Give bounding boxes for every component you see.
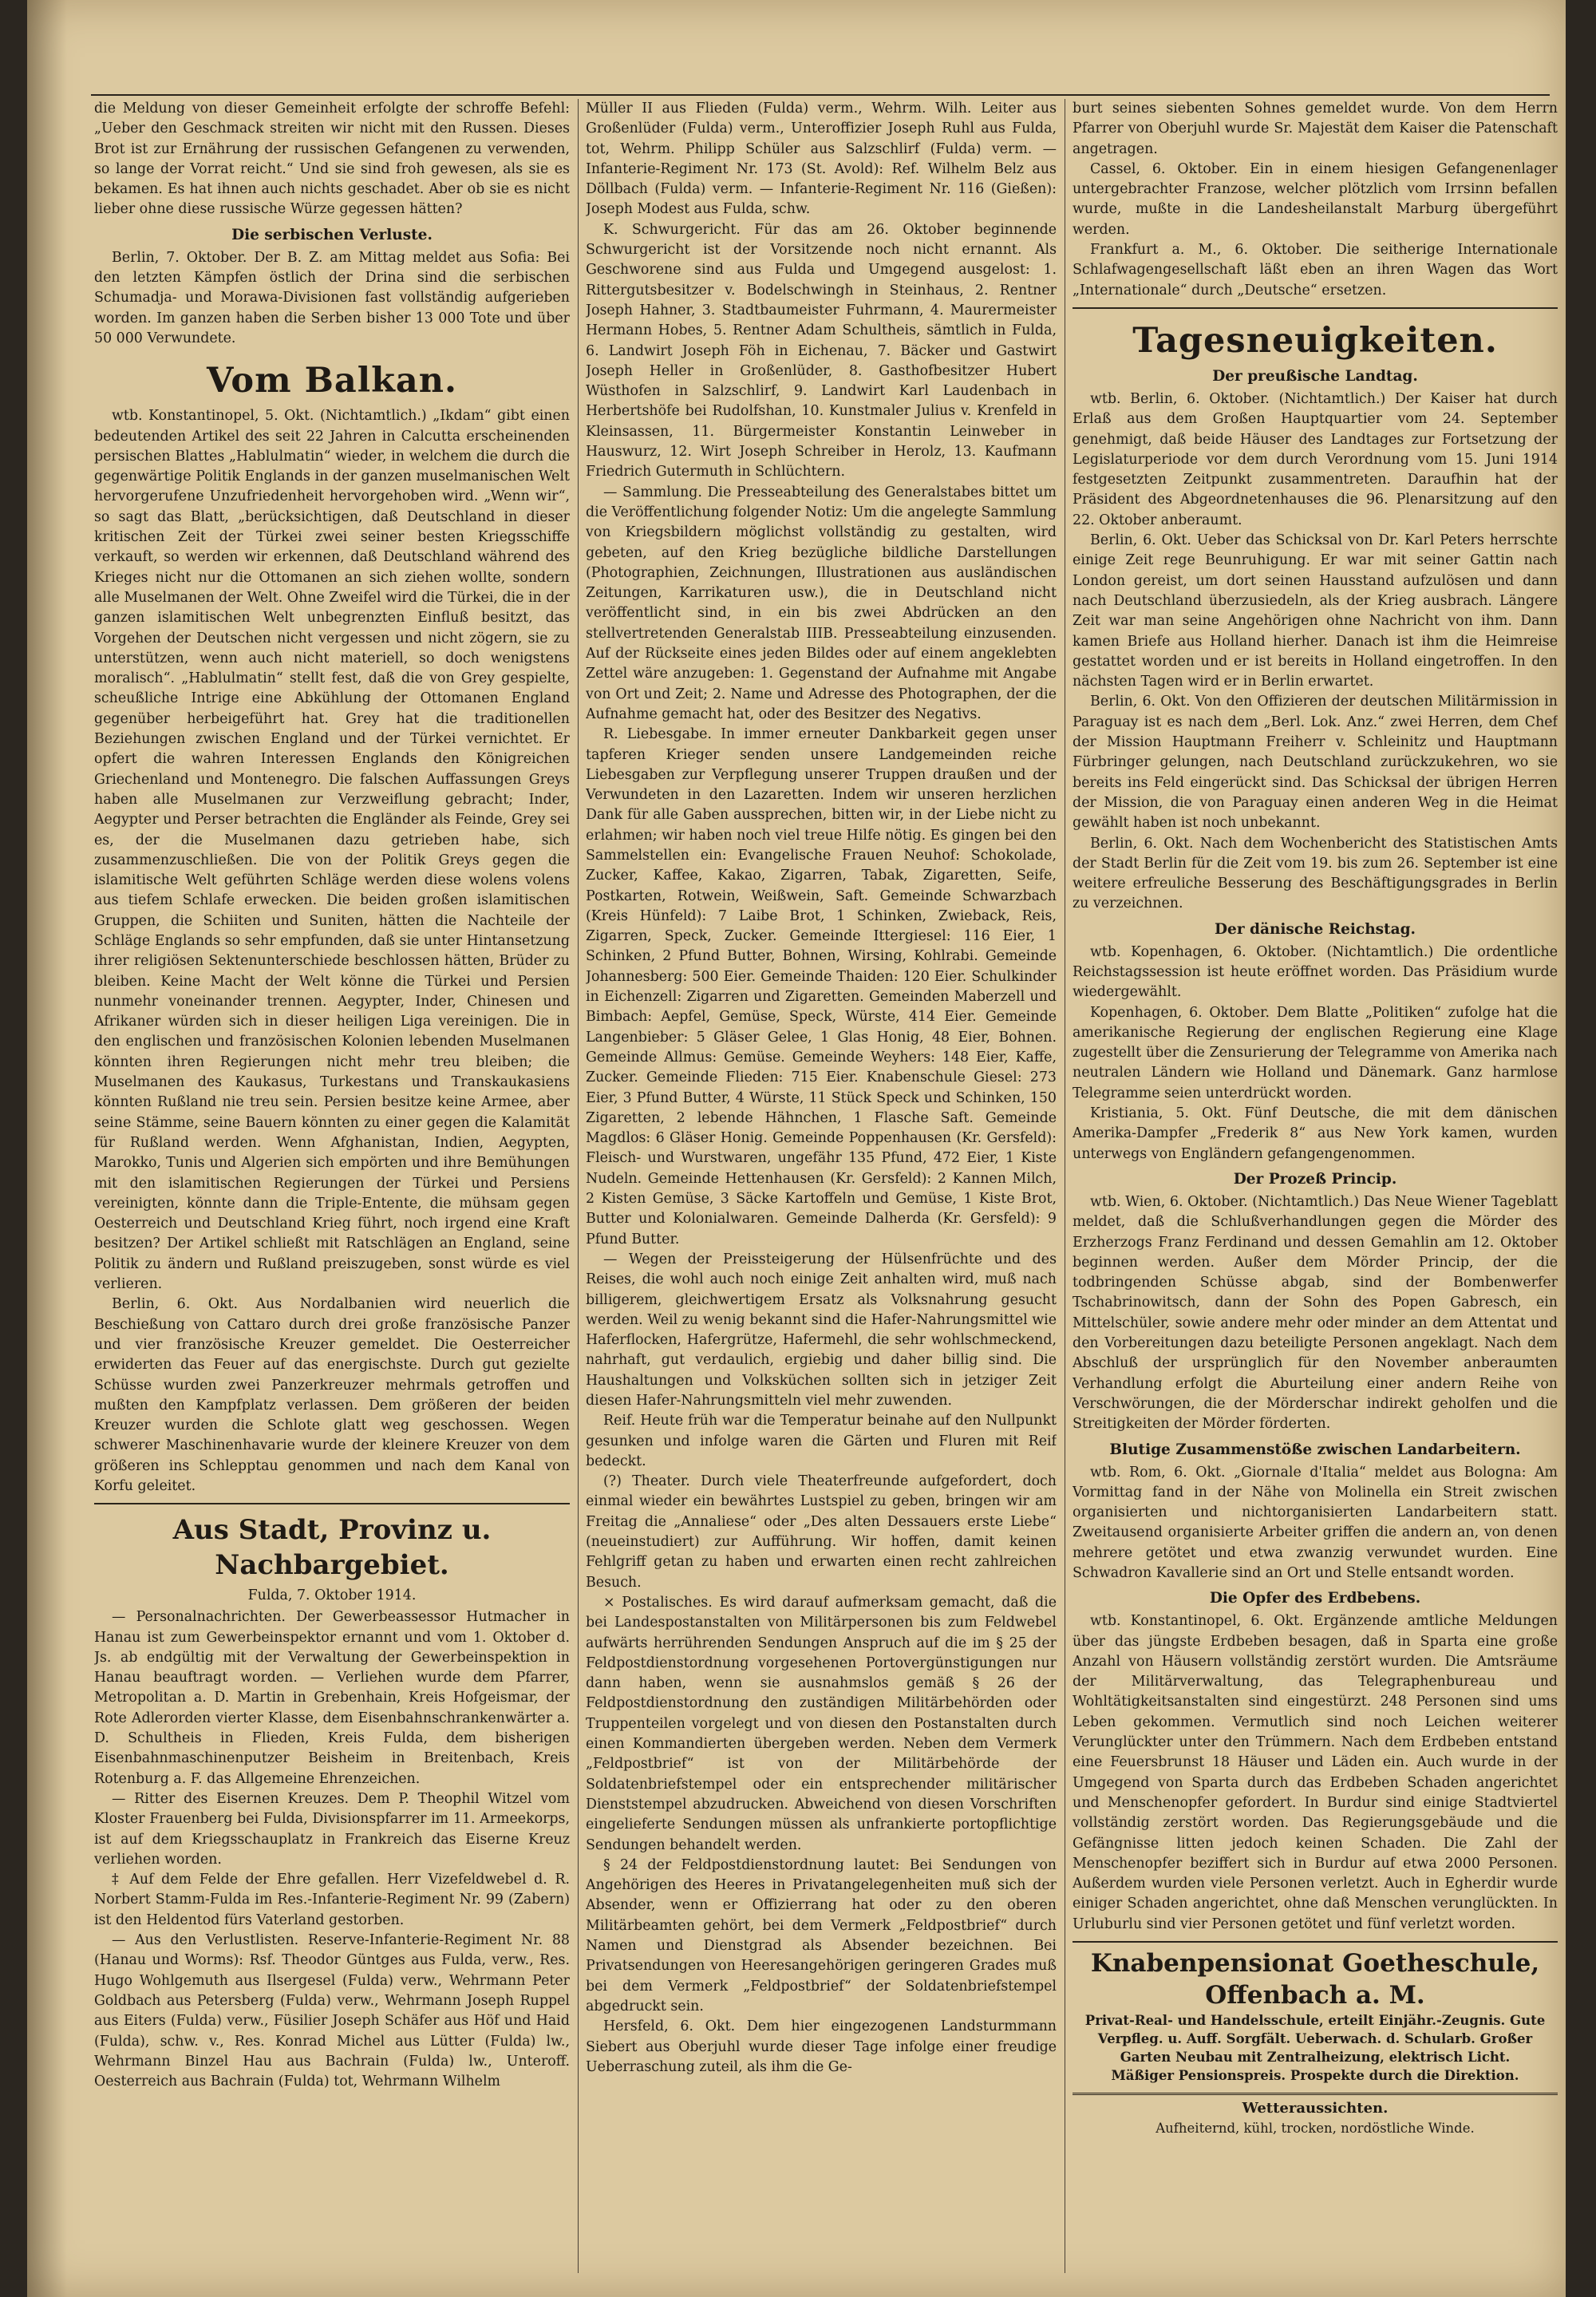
article-text: wtb. Wien, 6. Oktober. (Nichtamtlich.) Das Neue Wiener Tageblatt meldet, daß die Schlußverhandlungen gegen die Mörder des Erzherzogs Franz Ferdinand und dessen Gemahlin am 12. Oktober beginnen werden. Außer dem Mörder Princip, der die todbringenden Schüsse abgab, sind der Bombenwerfer Tschabrinowitsch, dann der Sohn des Popen Gabresch, ein Mittelschüler, sowie andere mehr oder minder an dem Attentat und den Vorbereitungen dazu beteiligte Personen angeklagt. Nach dem Abschluß der ursprünglich für den November anberaumten Verhandlung erfolgt die Aburteilung einer andern Reihe von Verschwörungen, die der Mörderschar indirekt geholfen und die Streitigkeiten der Mörder förderten.: [1073, 1193, 1558, 1433]
article-text: — Personalnachrichten. Der Gewerbeassessor Hutmacher in Hanau ist zum Gewerbeinspektor ernannt und vom 1. Oktober d. Js. ab endgültig mit der Verwaltung der Gewerbeinspektion in Hanau beauftragt worden. — Verliehen wurde dem Pfarrer, Metropolitan a. D. Martin in Grebenhain, Kreis Hofgeismar, der Rote Adlerorden vierter Klasse, dem Eisenbahnschrankenwärter a. D. Schultheis in Flieden, Kreis Fulda, dem bisherigen Eisenbahnmaschinenputzer Beisheim in Breitenbach, Kreis Rotenburg a. F. das Allgemeine Ehrenzeichen.: [94, 1609, 570, 1787]
ad-text: Privat-Real- und Handelsschule, erteilt Einjähr.-Zeugnis. Gute Verpfleg. u. Auff. Sorgfält. Ueberwach. d. Schularb. Großer Garten Neubau mit Zentralheizung, elektrisch Licht.: [1084, 2013, 1546, 2066]
article-text: ‡ Auf dem Felde der Ehre gefallen. Herr Vizefeldwebel d. R. Norbert Stamm-Fulda im Res.-Infanterie-Regiment Nr. 99 (Zabern) ist den Heldentod fürs Vaterland gestorben.: [94, 1872, 570, 1928]
article-text: wtb. Konstantinopel, 6. Okt. Ergänzende amtliche Meldungen über das jüngste Erdbeben besagen, daß in Sparta eine große Anzahl von Häusern vollständig zerstört wurden. Die Amtsräume der Militärverwaltung, das Telegraphenbureau und Wohltätigkeitsanstalten sind eingestürzt. 248 Personen sind ums Leben gekommen. Vermutlich sind noch Leichen weiterer Verunglückter unter den Trümmern. Nach dem Erdbeben entstand eine Feuersbrunst 18 Häuser und Läden ein. Auch wurde in der Umgegend von Sparta durch das Erdbeben Schaden angerichtet und Menschenopfer gefordert. In Burdur sind einige Stadtviertel vollständig zerstört worden. Das Regierungsgebäude und die Gefängnisse litten jedoch keinen Schaden. Die Zahl der Menschenopfer beziffert sich in Burdur auf etwa 2000 Personen. Außerdem wurden viele Personen verletzt. Auch in Egherdir wurde einiger Schaden angerichtet, ohne daß Menschen verunglückten. In Urluburlu sind vier Personen getötet und fünf verletzt worden.: [1073, 1613, 1558, 1932]
section-heading: Vom Balkan.: [207, 361, 457, 401]
subheading: Blutige Zusammenstöße zwischen Landarbeitern.: [1109, 1441, 1521, 1458]
weather-title: Wetteraussichten.: [1242, 2100, 1389, 2117]
article-text: — Aus den Verlustlisten. Reserve-Infanterie-Regiment Nr. 88 (Hanau und Worms): Rsf. Theodor Güntges aus Fulda, verw., Res. Hugo Wohlgemuth aus Ilsergesel (Fulda) verw., Wehrmann Peter Goldbach aus Petersberg (Fulda) verw., Wehrmann Joseph Ruppel aus Eiters (Fulda) verw., Füsilier Joseph Schäfer aus Höf und Haid (Fulda), schw. v., Res. Konrad Michel aus Lütter (Fulda) lw., Wehrmann Binzel Hau aus Bachrain (Fulda) lw., Unteroff. Oesterreich aus Bachrain (Fulda) tot, Wehrmann Wilhelm: [94, 1932, 570, 2090]
dateline: Fulda, 7. Oktober 1914.: [247, 1587, 417, 1604]
page-fold-shadow: [27, 0, 67, 2297]
article-text: R. Liebesgabe. In immer erneuter Dankbarkeit gegen unser tapferen Krieger senden unsere Landgemeinden reiche Liebesgaben zur Verpflegung unserer Truppen draußen und der Verwundeten in den Lazaretten. Indem wir unseren herzlichen Dank für alle Gaben aussprechen, bitten wir, in der Liebe nicht zu erlahmen; wir haben noch viel treue Hilfe nötig. Es gingen bei den Sammelstellen ein: Evangelische Frauen Neuhof: Schokolade, Zucker, Kaffee, Kakao, Zigarren, Tabak, Zigaretten, Seife, Postkarten, Rotwein, Weißwein, Saft. Gemeinde Schwarzbach (Kreis Hünfeld): 7 Laibe Brot, 1 Schinken, Zwieback, Reis, Zigarren, Speck, Zucker. Gemeinde Ittergiesel: 116 Eier, 1 Schinken, 2 Pfund Butter, Bohnen, Wirsing, Kohlrabi. Gemeinde Johannesberg: 500 Eier. Gemeinde Thaiden: 120 Eier. Schulkinder in Eichenzell: Zigarren und Zigaretten. Gemeinden Maberzell und Bimbach: Aepfel, Gemüse, Speck, Würste, 414 Eier. Gemeinde Langenbieber: 5 Gläser Gelee, 1 Glas Honig, 48 Eier, Bohnen. Gemeinde Allmus: Gemüse. Gemeinde Weyhers: 148 Eier, Kaffe, Zucker. Gemeinde Flieden: 715 Eier. Knabenschule Giesel: 273 Eier, 3 Pfund Butter, 4 Würste, 11 Stück Speck und Schinken, 150 Zigaretten, 2 lebende Hähnchen, 1 Flasche Saft. Gemeinde Magdlos: 6 Gläser Honig. Gemeinde Poppenhausen (Kr. Gersfeld): Fleisch- und Wurstwaren, ungefähr 135 Pfund, 472 Eier, 1 Kiste Nudeln. Gemeinde Hettenhausen (Kr. Gersfeld): 2 Kannen Milch, 2 Kisten Gemüse, 3 Säcke Kartoffeln und Gemüse, 1 Kiste Brot, Butter und Kolonialwaren. Gemeinde Dalherda (Kr. Gersfeld): 9 Pfund Butter.: [586, 726, 1057, 1247]
article-text: Müller II aus Flieden (Fulda) verm., Wehrm. Wilh. Leiter aus Großenlüder (Fulda) verm., Unteroffizier Joseph Ruhl aus Fulda, tot, Wehrm. Philipp Schüler aus Salzschlirf (Fulda) verm. — Infanterie-Regiment Nr. 173 (St. Avold): Ref. Wilhelm Belz aus Döllbach (Fulda) verm. — Infanterie-Regiment Nr. 116 (Gießen): Joseph Modest aus Fulda, schw.: [586, 101, 1057, 218]
article-text: Berlin, 7. Oktober. Der B. Z. am Mittag meldet aus Sofia: Bei den letzten Kämpfen östlich der Drina sind die serbischen Schumadja- und Morawa-Divisionen fast vollständig aufgerieben worden. Im ganzen haben die Serben bisher 13 000 Tote und über 50 000 Verwundete.: [94, 249, 570, 346]
section-heading: Aus Stadt, Provinz u. Nachbargebiet.: [172, 1514, 492, 1582]
article-text: Kristiania, 5. Okt. Fünf Deutsche, die mit dem dänischen Amerika-Dampfer „Frederik 8“ aus New York kamen, wurden unterwegs von Engländern gefangengenommen.: [1073, 1105, 1558, 1162]
article-text: wtb. Konstantinopel, 5. Okt. (Nichtamtlich.) „Ikdam“ gibt einen bedeutenden Artikel des seit 22 Jahren in Calcutta erscheinenden persischen Blattes „Hablulmatin“ wieder, in welchem die durch die gegenwärtige Politik Englands in der ganzen muselmanischen Welt hervorgerufene Unzufriedenheit hervorgehoben wird. „Wenn wir“, so sagt das Blatt, „berücksichtigen, daß Deutschland in dieser kritischen Zeit der Türkei zwei seiner besten Kriegsschiffe verkauft, so werden wir erkennen, daß Deutschland während des Krieges nicht nur die Ottomanen an sich ziehen wollte, sondern alle Muselmanen der Welt. Ohne Zweifel wird die Türkei, die in der ganzen islamitischen Welt unbegrenzten Einfluß besitzt, das Vorgehen der Deutschen nicht vergessen und nicht zögern, sie zu unterstützen, wenn auch nicht materiell, so doch wenigstens moralisch“. „Hablulmatin“ stellt fest, daß die von Grey gespielte, scheußliche Intrige eine Abkühlung der Ottomanen England gegenüber herbeigeführt hat. Grey hat die traditionellen Beziehungen zwischen England und der Türkei vernichtet. Er opfert die wahren Interessen Englands den Königreichen Griechenland und Montenegro. Die falschen Auffassungen Greys haben alle Muselmanen zur Verzweiflung gebracht; Inder, Aegypter und Perser betrachten die Engländer als Feinde, Grey sei es, der die Muselmanen dazu getrieben habe, sich zusammenzuschließen. Die von der Politik Greys gegen die islamitische Welt geführten Schläge werden diese wolens volens aus tiefem Schlafe erwecken. Die beiden großen islamitischen Gruppen, die Schiiten und Suniten, hätten die Nachteile der Schläge Englands so sehr empfunden, daß sie unter Hintansetzung ihrer religiösen Sektenunterschiede beschlossen hätten, Brüder zu bleiben. Keine Macht der Welt könne die Türkei und Persien nunmehr voneinander trennen. Aegypter, Inder, Chinesen und Afrikaner würden sich in dieser heiligen Liga vereinigen. Die in den englischen und französischen Kolonien lebenden Muselmanen könnten ihren Regierungen nicht mehr treu bleiben; die Muselmanen des Kaukasus, Turkestans und Transkaukasiens könnten Rußland nie treu sein. Persien besitze keine Armee, aber seine Stämme, seine Bauern könnten zu einer gegen die Kalamität für Rußland werden. Wenn Afghanistan, Indien, Aegypten, Marokko, Tunis und Algerien sich empörten und ihre Bemühungen mit den islamitischen Regierungen der Türkei und Persiens vereinigten, könnte dann die Triple-Entente, die mühsam gegen Oesterreich und Deutschland Krieg führt, noch irgend eine Kraft besitzen? Der Artikel schließt mit Ratschlägen an England, seine Politik zu ändern und Rußland preiszugeben, sonst würde es viel verlieren.: [94, 408, 570, 1293]
column-2: [586, 99, 1057, 2273]
article-text: — Wegen der Preissteigerung der Hülsenfrüchte und des Reises, die wohl auch noch einige Zeit anhalten wird, muß nach billigerem, gleichwertigem Ersatz als Volksnahrung gesucht werden. Weil zu wenig bekannt sind die Hafer-Nahrungsmittel wie Haferflocken, Hafergrütze, Hafermehl, die sehr wohlschmeckend, nahrhaft, gut verdaulich, ergiebig und daher billig sind. Die Haushaltungen und Volksküchen sollten sich in jetziger Zeit diesen Hafer-Nahrungsmitteln viel mehr zuwenden.: [586, 1251, 1057, 1409]
section-rule: [94, 1503, 570, 1504]
ad-text: Mäßiger Pensionspreis. Prospekte durch die Direktion.: [1111, 2068, 1519, 2084]
article-text: burt seines siebenten Sohnes gemeldet wurde. Von dem Herrn Pfarrer von Oberjuhl wurde Sr. Majestät dem Kaiser die Patenschaft angetragen.: [1073, 101, 1558, 157]
article-text: Cassel, 6. Oktober. Ein in einem hiesigen Gefangenenlager untergebrachter Franzose, welcher plötzlich vom Irrsinn befallen wurde, mußte in die Landesheilanstalt Marburg übergeführt werden.: [1073, 160, 1558, 238]
newspaper-page: [27, 0, 1566, 2297]
subheading: Die Opfer des Erdbebens.: [1209, 1590, 1421, 1607]
article-text: K. Schwurgericht. Für das am 26. Oktober beginnende Schwurgericht ist der Vorsitzende noch nicht ernannt. Als Geschworene sind aus Fulda und Umgegend ausgelost: 1. Rittergutsbesitzer v. Bodelschwingh in Steinhaus, 2. Rentner Joseph Hahner, 3. Stadtbaumeister Fuhrmann, 4. Maurermeister Hermann Hobes, 5. Rentner Adam Schultheis, sämtlich in Fulda, 6. Landwirt Joseph Föh in Eichenau, 7. Bäcker und Gastwirt Joseph Heller in Großenlüder, 8. Gasthofbesitzer Hubert Wüsthofen in Salzschlirf, 9. Landwirt Karl Laudenbach in Herbertshöfe bei Rudolfshan, 10. Kunstmaler Julius v. Krenfeld in Kleinsassen, 11. Bürgermeister Konstantin Leinweber in Hauswurz, 12. Wirt Joseph Schreiber in Herolz, 13. Kaufmann Friedrich Gutermuth in Schlüchtern.: [586, 221, 1057, 480]
article-text: § 24 der Feldpostdienstordnung lautet: Bei Sendungen von Angehörigen des Heeres in Privatangelegenheiten muß sich der Absender, wenn er Offizierrang hat oder zu den oberen Militärbeamten gehört, bei dem Vermerk „Feldpostbrief“ durch Namen und Dienstgrad als Absender bezeichnen. Bei Privatsendungen von Heeresangehörigen geringeren Grades muß bei dem Vermerk „Feldpostbrief“ der Soldatenbriefstempel abgedruckt sein.: [586, 1856, 1057, 2014]
top-rule: [91, 94, 1550, 96]
subheading: Der preußische Landtag.: [1212, 367, 1418, 385]
column-1: [94, 99, 570, 2273]
section-heading: Tagesneuigkeiten.: [1132, 320, 1498, 361]
ad-title: Knabenpensionat Goetheschule, Offenbach a. M.: [1090, 1949, 1540, 2010]
article-text: wtb. Kopenhagen, 6. Oktober. (Nichtamtlich.) Die ordentliche Reichstagssession ist heute eröffnet worden. Das Präsidium wurde wiedergewählt.: [1073, 943, 1558, 1001]
subheading: Der Prozeß Princip.: [1233, 1170, 1397, 1188]
article-text: — Sammlung. Die Presseabteilung des Generalstabes bittet um die Veröffentlichung folgender Notiz: Um die angelegte Sammlung von Kriegsbildern möglichst vollständig zu gestalten, wird gebeten, auf den Krieg bezügliche bildliche Darstellungen (Photographien, Zeichnungen, Illustrationen aus ausländischen Zeitungen, Karrikaturen usw.), die in Deutschland nicht veröffentlicht sind, in ein bis zwei Abdrücken an den stellvertretenden Generalstab IIIB. Presseabteilung einzusenden. Auf der Rückseite eines jeden Bildes oder auf einem angeklebten Zettel wäre anzugeben: 1. Gegenstand der Aufnahme mit Angabe von Ort und Zeit; 2. Name und Adresse des Photographen, der die Aufnahme gemacht hat, oder des Besitzer des Negativs.: [586, 484, 1057, 722]
article-text: die Meldung von dieser Gemeinheit erfolgte der schroffe Befehl: „Ueber den Geschmack streiten wir nicht mit den Russen. Dieses Brot ist zur Ernährung der russischen Gefangenen zu verwenden, so lange der Vorrat reicht.“ Und sie sind froh gewesen, als sie es bekamen. Es hat ihnen auch nichts geschadet. Aber ob sie es nicht lieber ohne diese russische Würze gegessen hätten?: [94, 101, 570, 218]
section-rule: [1073, 307, 1558, 309]
weather-text: Aufheiternd, kühl, trocken, nordöstliche Winde.: [1156, 2121, 1475, 2137]
advertisement: [1073, 1941, 1558, 2085]
article-text: Berlin, 6. Okt. Aus Nordalbanien wird neuerlich die Beschießung von Cattaro durch drei große französische Panzer und vier französische Kreuzer gemeldet. Die Oesterreicher erwiderten das Feuer auf das energischste. Durch gut gezielte Schüsse wurden zwei Panzerkreuzer mehrmals getroffen und mußten den Kampfplatz verlassen. Dem größeren der beiden Kreuzer wurden die Schlote glatt weg geschossen. Wegen schwerer Maschinenhavarie wurde der kleinere Kreuzer von dem größeren ins Schlepptau genommen und nach dem Kanal von Korfu geleitet.: [94, 1296, 570, 1494]
subheading: Die serbischen Verluste.: [231, 226, 433, 243]
subheading: Der dänische Reichstag.: [1215, 920, 1416, 938]
article-text: Reif. Heute früh war die Temperatur beinahe auf den Nullpunkt gesunken und infolge waren die Gärten und Fluren mit Reif bedeckt.: [586, 1413, 1057, 1469]
article-text: Kopenhagen, 6. Oktober. Dem Blatte „Politiken“ zufolge hat die amerikanische Regierung der englischen Regierung eine Klage zugestellt über die Zensurierung der Telegramme von Amerika nach neutralen Ländern wie Holland und Dänemark. Ganz harmlose Telegramme seien unterdrückt worden.: [1073, 1004, 1558, 1101]
article-text: — Ritter des Eisernen Kreuzes. Dem P. Theophil Witzel vom Kloster Frauenberg bei Fulda, Divisionspfarrer im 11. Armeekorps, ist auf dem Kriegsschauplatz in Frankreich das Eiserne Kreuz verliehen worden.: [94, 1790, 570, 1868]
article-text: Berlin, 6. Okt. Von den Offizieren der deutschen Militärmission in Paraguay ist es nach dem „Berl. Lok. Anz.“ zwei Herren, dem Chef der Mission Hauptmann Freiherr v. Schleinitz und Hauptmann Fürbringer gelungen, nach Deutschland zurückzukehren, wo sie bereits ins Feld eingerückt sind. Das Schicksal der übrigen Herren der Mission, die von Paraguay einen anderen Weg in die Heimat gewählt haben ist noch unbekannt.: [1073, 694, 1558, 832]
article-text: Berlin, 6. Okt. Ueber das Schicksal von Dr. Karl Peters herrschte einige Zeit rege Beunruhigung. Er war mit seiner Gattin nach London gereist, um dort seinen Hausstand aufzulösen und dann nach Deutschland überzusiedeln, als der Krieg ausbrach. Längere Zeit war man seine Angehörigen ohne Nachricht von ihm. Dann kamen Briefe aus Holland hierher. Danach ist ihm die Heimreise gestattet worden und er ist bereits in Holland eingetroffen. In den nächsten Tagen wird er in Berlin erwartet.: [1073, 532, 1558, 690]
article-text: wtb. Rom, 6. Okt. „Giornale d'Italia“ meldet aus Bologna: Am Vormittag fand in der Nähe von Molinella ein Streit zwischen organisierten und nichtorganisierten Landarbeitern statt. Zweitausend organisierte Arbeiter griffen die andern an, von denen mehrere getötet und etwa zwanzig verwundet wurden. Eine Schwadron Kavallerie sind an Ort und Stelle entsandt worden.: [1073, 1464, 1558, 1581]
article-text: wtb. Berlin, 6. Oktober. (Nichtamtlich.) Der Kaiser hat durch Erlaß aus dem Großen Hauptquartier vom 24. September genehmigt, daß beide Häuser des Landtages zur Fortsetzung der Legislaturperiode vor dem durch Verordnung vom 15. Juni 1914 festgesetzten Zeitpunkt zusammentreten. Daraufhin hat der Präsident des Abgeordnetenhauses die 96. Plenarsitzung auf den 22. Oktober anberaumt.: [1073, 390, 1558, 528]
article-text: Hersfeld, 6. Okt. Dem hier eingezogenen Landsturmmann Siebert aus Oberjuhl wurde dieser Tage infolge einer freudige Ueberraschung zuteil, als ihm die Ge-: [586, 2018, 1057, 2075]
article-text: Berlin, 6. Okt. Nach dem Wochenbericht des Statistischen Amts der Stadt Berlin für die Zeit vom 19. bis zum 26. September ist eine weitere erfreuliche Besserung des Beschäftigungsgrades in Berlin zu verzeichnen.: [1073, 835, 1558, 912]
article-text: Frankfurt a. M., 6. Oktober. Die seitherige Internationale Schlafwagengesellschaft läßt eben an ihren Wagen das Wort „Internationale“ durch „Deutsche“ ersetzen.: [1073, 242, 1558, 298]
article-text: (?) Theater. Durch viele Theaterfreunde aufgefordert, doch einmal wieder ein bewährtes Lustspiel zu geben, bringen wir am Freitag die „Annaliese“ oder „Des alten Dessauers erste Liebe“ (neueinstudiert) zur Aufführung. Wir hoffen, damit keinen Fehlgriff getan zu haben und erwarten einen recht zahlreichen Besuch.: [586, 1473, 1057, 1591]
column-3: [1073, 99, 1558, 2273]
weather-box: [1073, 2093, 1558, 2138]
article-text: × Postalisches. Es wird darauf aufmerksam gemacht, daß die bei Landespostanstalten von Militärpersonen bis zum Feldwebel aufwärts herrührenden Sendungen Anspruch auf die im § 25 der Feldpostdienstordnung vorgesehenen Portovergünstigungen nur dann haben, wenn sie ausnahmslos gemäß § 26 der Feldpostdienstordnung den zuständigen Militärbehörden oder Truppenteilen vorgelegt und von diesen den Postanstalten durch einen Kommandierten übergeben werden. Neben dem Vermerk „Feldpostbrief“ ist von der Militärbehörde der Soldatenbriefstempel oder ein entsprechender militärischer Dienststempel abzudrucken. Abweichend von diesen Vorschriften eingelieferte Sendungen müssen als unfrankierte portopflichtige Sendungen behandelt werden.: [586, 1594, 1057, 1853]
column-divider: [578, 99, 579, 2273]
